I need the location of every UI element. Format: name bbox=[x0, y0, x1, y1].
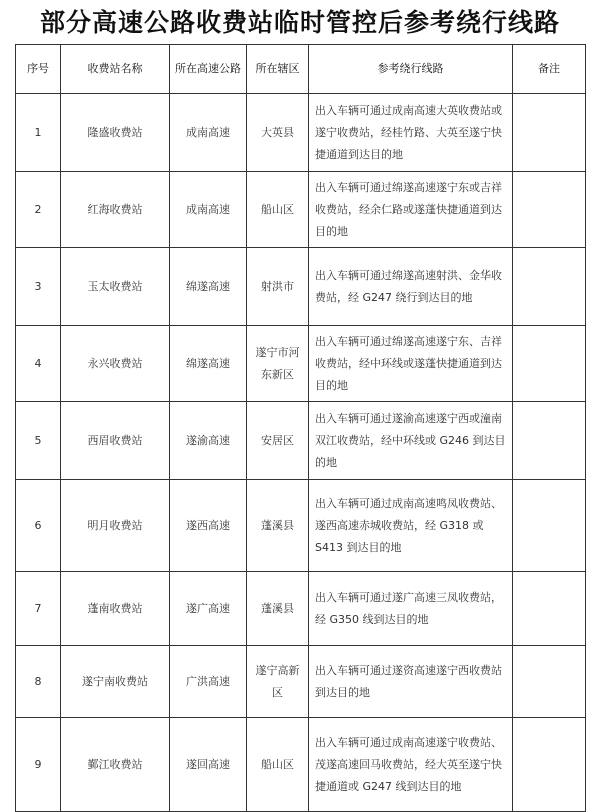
cell-station: 明月收费站 bbox=[61, 480, 170, 572]
cell-no: 3 bbox=[16, 248, 61, 326]
table-row bbox=[16, 248, 586, 326]
cell-route: 出入车辆可通过绵遂高速遂宁东、吉祥收费站，经中环线或遂蓬快捷通道到达目的地 bbox=[309, 326, 513, 402]
cell-note bbox=[513, 326, 586, 402]
cell-note bbox=[513, 718, 586, 812]
cell-no: 2 bbox=[16, 172, 61, 248]
cell-highway: 绵遂高速 bbox=[170, 326, 247, 402]
cell-district: 射洪市 bbox=[247, 248, 309, 326]
page-title: 部分高速公路收费站临时管控后参考绕行线路 bbox=[39, 8, 560, 37]
cell-district: 安居区 bbox=[247, 402, 309, 480]
table-row bbox=[16, 646, 586, 718]
header-highway: 所在高速公路 bbox=[170, 45, 247, 94]
cell-district: 遂宁市河东新区 bbox=[247, 326, 309, 402]
cell-station: 蓬南收费站 bbox=[61, 572, 170, 646]
header-no: 序号 bbox=[16, 45, 61, 94]
table-header-row bbox=[16, 45, 586, 94]
cell-highway: 绵遂高速 bbox=[170, 248, 247, 326]
cell-no: 8 bbox=[16, 646, 61, 718]
cell-no: 9 bbox=[16, 718, 61, 812]
table-row bbox=[16, 94, 586, 172]
cell-note bbox=[513, 572, 586, 646]
cell-highway: 遂西高速 bbox=[170, 480, 247, 572]
cell-station: 鄞江收费站 bbox=[61, 718, 170, 812]
cell-district: 遂宁高新区 bbox=[247, 646, 309, 718]
header-district: 所在辖区 bbox=[247, 45, 309, 94]
table-row bbox=[16, 572, 586, 646]
cell-note bbox=[513, 248, 586, 326]
cell-district: 蓬溪县 bbox=[247, 480, 309, 572]
cell-highway: 遂渝高速 bbox=[170, 402, 247, 480]
cell-highway: 成南高速 bbox=[170, 94, 247, 172]
cell-station: 永兴收费站 bbox=[61, 326, 170, 402]
cell-no: 1 bbox=[16, 94, 61, 172]
cell-route: 出入车辆可通过绵遂高速遂宁东或吉祥收费站，经余仁路或遂蓬快捷通道到达目的地 bbox=[309, 172, 513, 248]
cell-district: 船山区 bbox=[247, 718, 309, 812]
cell-station: 玉太收费站 bbox=[61, 248, 170, 326]
cell-highway: 广洪高速 bbox=[170, 646, 247, 718]
header-station: 收费站名称 bbox=[61, 45, 170, 94]
header-note: 备注 bbox=[513, 45, 586, 94]
cell-note bbox=[513, 94, 586, 172]
cell-note bbox=[513, 172, 586, 248]
cell-station: 遂宁南收费站 bbox=[61, 646, 170, 718]
table-row bbox=[16, 402, 586, 480]
cell-route: 出入车辆可通过遂广高速三凤收费站，经 G350 线到达目的地 bbox=[309, 572, 513, 646]
detour-routes-table bbox=[15, 44, 586, 812]
table-row bbox=[16, 326, 586, 402]
cell-district: 蓬溪县 bbox=[247, 572, 309, 646]
cell-route: 出入车辆可通过成南高速大英收费站或遂宁收费站，经桂竹路、大英至遂宁快捷通道到达目的地 bbox=[309, 94, 513, 172]
cell-highway: 成南高速 bbox=[170, 172, 247, 248]
cell-district: 大英县 bbox=[247, 94, 309, 172]
cell-highway: 遂广高速 bbox=[170, 572, 247, 646]
cell-route: 出入车辆可通过遂渝高速遂宁西或潼南双江收费站，经中环线或 G246 到达目的地 bbox=[309, 402, 513, 480]
cell-no: 4 bbox=[16, 326, 61, 402]
cell-highway: 遂回高速 bbox=[170, 718, 247, 812]
table-row bbox=[16, 480, 586, 572]
table-row bbox=[16, 172, 586, 248]
header-route: 参考绕行线路 bbox=[309, 45, 513, 94]
cell-note bbox=[513, 646, 586, 718]
cell-station: 红海收费站 bbox=[61, 172, 170, 248]
cell-route: 出入车辆可通过遂资高速遂宁西收费站到达目的地 bbox=[309, 646, 513, 718]
cell-district: 船山区 bbox=[247, 172, 309, 248]
cell-note bbox=[513, 480, 586, 572]
cell-no: 6 bbox=[16, 480, 61, 572]
cell-station: 西眉收费站 bbox=[61, 402, 170, 480]
cell-no: 7 bbox=[16, 572, 61, 646]
cell-route: 出入车辆可通过绵遂高速射洪、金华收费站，经 G247 绕行到达目的地 bbox=[309, 248, 513, 326]
table-row bbox=[16, 718, 586, 812]
cell-note bbox=[513, 402, 586, 480]
cell-station: 隆盛收费站 bbox=[61, 94, 170, 172]
cell-route: 出入车辆可通过成南高速鸣凤收费站、遂西高速赤城收费站，经 G318 或 S413 到达目的地 bbox=[309, 480, 513, 572]
cell-no: 5 bbox=[16, 402, 61, 480]
cell-route: 出入车辆可通过成南高速遂宁收费站、茂遂高速回马收费站，经大英至遂宁快捷通道或 G247 线到达目的地 bbox=[309, 718, 513, 812]
